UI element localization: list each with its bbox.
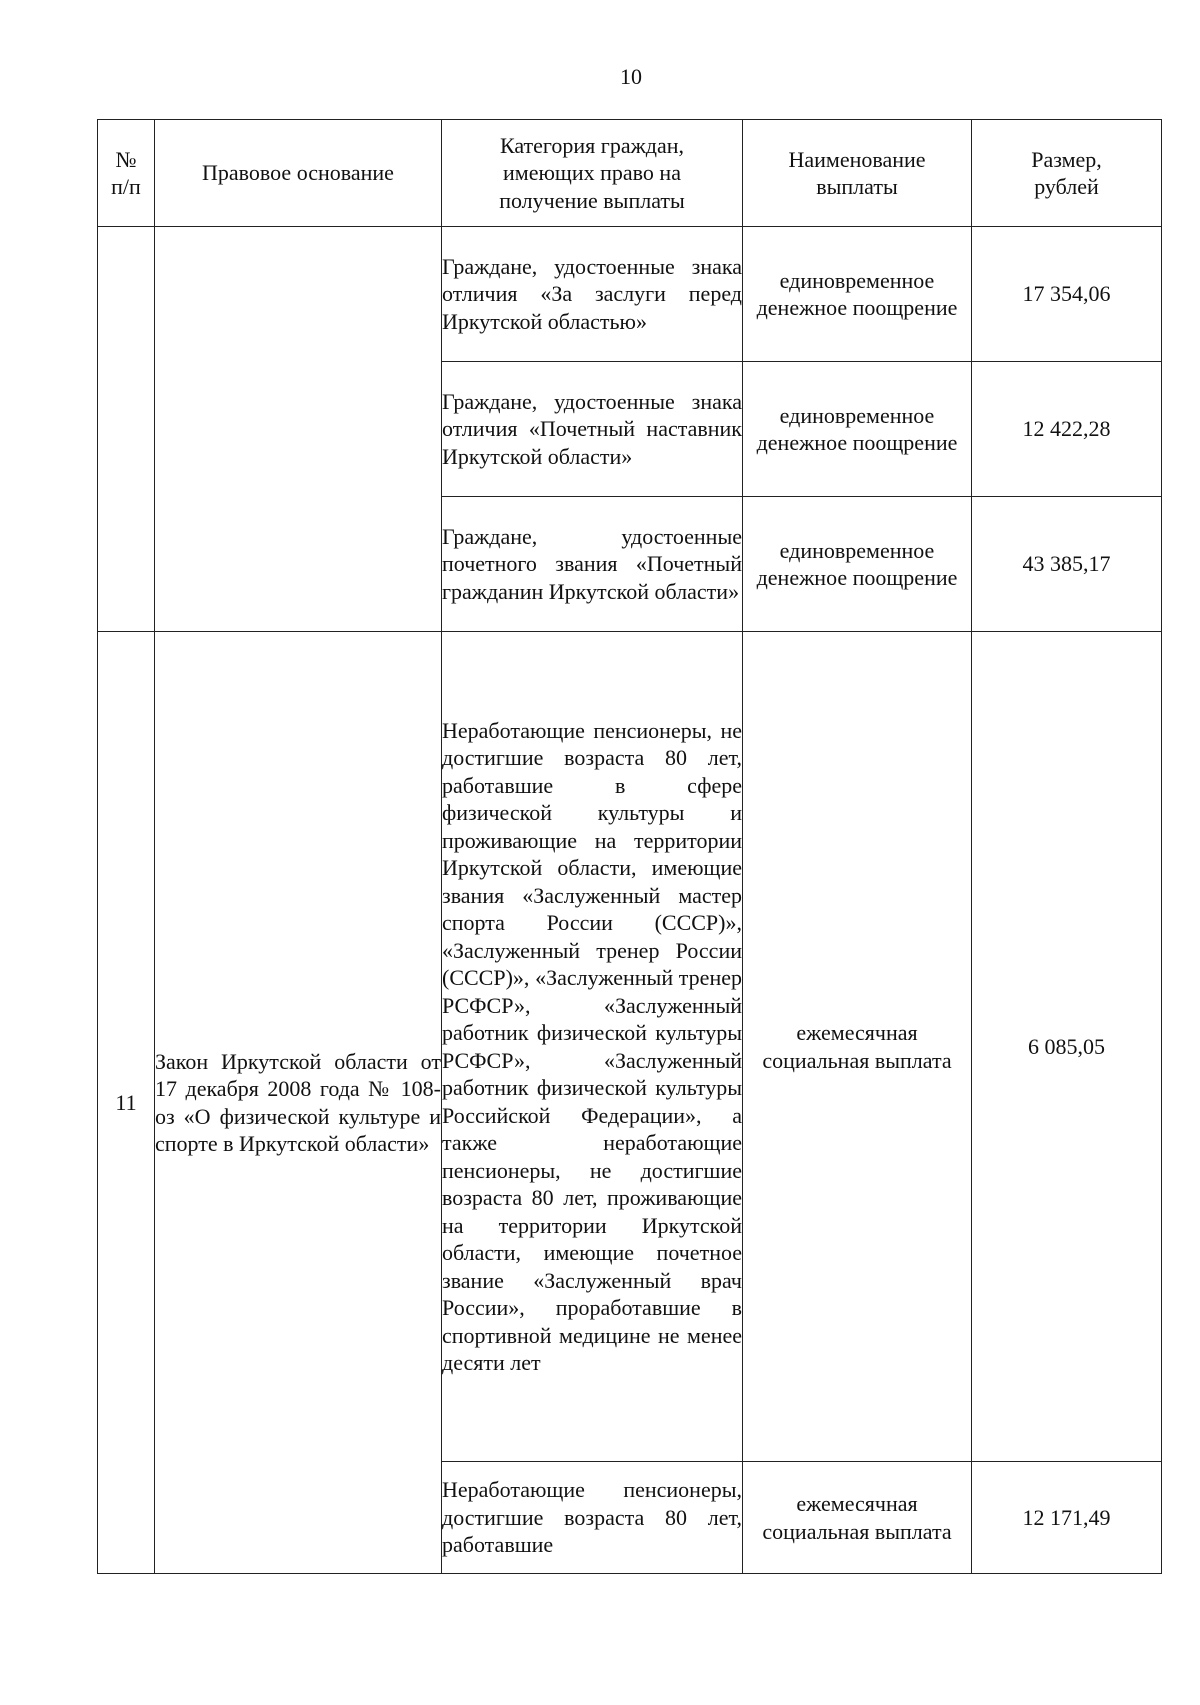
row-payment-name: единовременное денежное поощрение xyxy=(743,497,972,632)
row-payment-name: ежемесячная социальная выплата xyxy=(743,632,972,1462)
header-basis: Правовое основание xyxy=(155,120,442,227)
header-amount: Размер, рублей xyxy=(972,120,1162,227)
table-header-row xyxy=(98,120,1162,227)
row-amount: 12 422,28 xyxy=(972,362,1162,497)
table-row xyxy=(98,632,1162,1462)
header-num: № п/п xyxy=(98,120,155,227)
row-payment-name: ежемесячная социальная выплата xyxy=(743,1462,972,1574)
header-category: Категория граждан, имеющих право на получение выплаты xyxy=(442,120,743,227)
row-amount: 43 385,17 xyxy=(972,497,1162,632)
row-basis: Закон Иркутской области от 17 декабря 2008 года № 108-оз «О физической культуре и спорте в Иркутской области» xyxy=(155,632,442,1574)
benefits-table xyxy=(97,119,1162,1574)
row-payment-name: единовременное денежное поощрение xyxy=(743,362,972,497)
row-amount: 6 085,05 xyxy=(972,632,1162,1462)
row-num: 11 xyxy=(98,632,155,1574)
row-basis-cell xyxy=(155,227,442,632)
row-category: Неработающие пенсионеры, не достигшие возраста 80 лет, работавшие в сфере физической культуры и проживающие на территории Иркутской области, имеющие звания «Заслуженный мастер спорта России (СССР)», «Заслуженный тренер России (СССР)», «Заслуженный тренер РСФСР», «Заслуженный работник физической культуры РСФСР», «Заслуженный работник физической культуры Российской Федерации», а также неработающие пенсионеры, не достигшие возраста 80 лет, проживающие на территории Иркутской области, имеющие почетное звание «Заслуженный врач России», проработавшие в спортивной медицине не менее десяти лет xyxy=(442,632,743,1462)
row-category: Граждане, удостоенные почетного звания «Почетный гражданин Иркутской области» xyxy=(442,497,743,632)
row-num-cell xyxy=(98,227,155,632)
row-category: Неработающие пенсионеры, достигшие возраста 80 лет, работавшие xyxy=(442,1462,743,1574)
page-number: 10 xyxy=(620,64,642,89)
header-payment-name: Наименование выплаты xyxy=(743,120,972,227)
row-payment-name: единовременное денежное поощрение xyxy=(743,227,972,362)
row-amount: 17 354,06 xyxy=(972,227,1162,362)
row-amount: 12 171,49 xyxy=(972,1462,1162,1574)
table-row xyxy=(98,227,1162,362)
row-category: Граждане, удостоенные знака отличия «Почетный наставник Иркутской области» xyxy=(442,362,743,497)
row-category: Граждане, удостоенные знака отличия «За заслуги перед Иркутской областью» xyxy=(442,227,743,362)
